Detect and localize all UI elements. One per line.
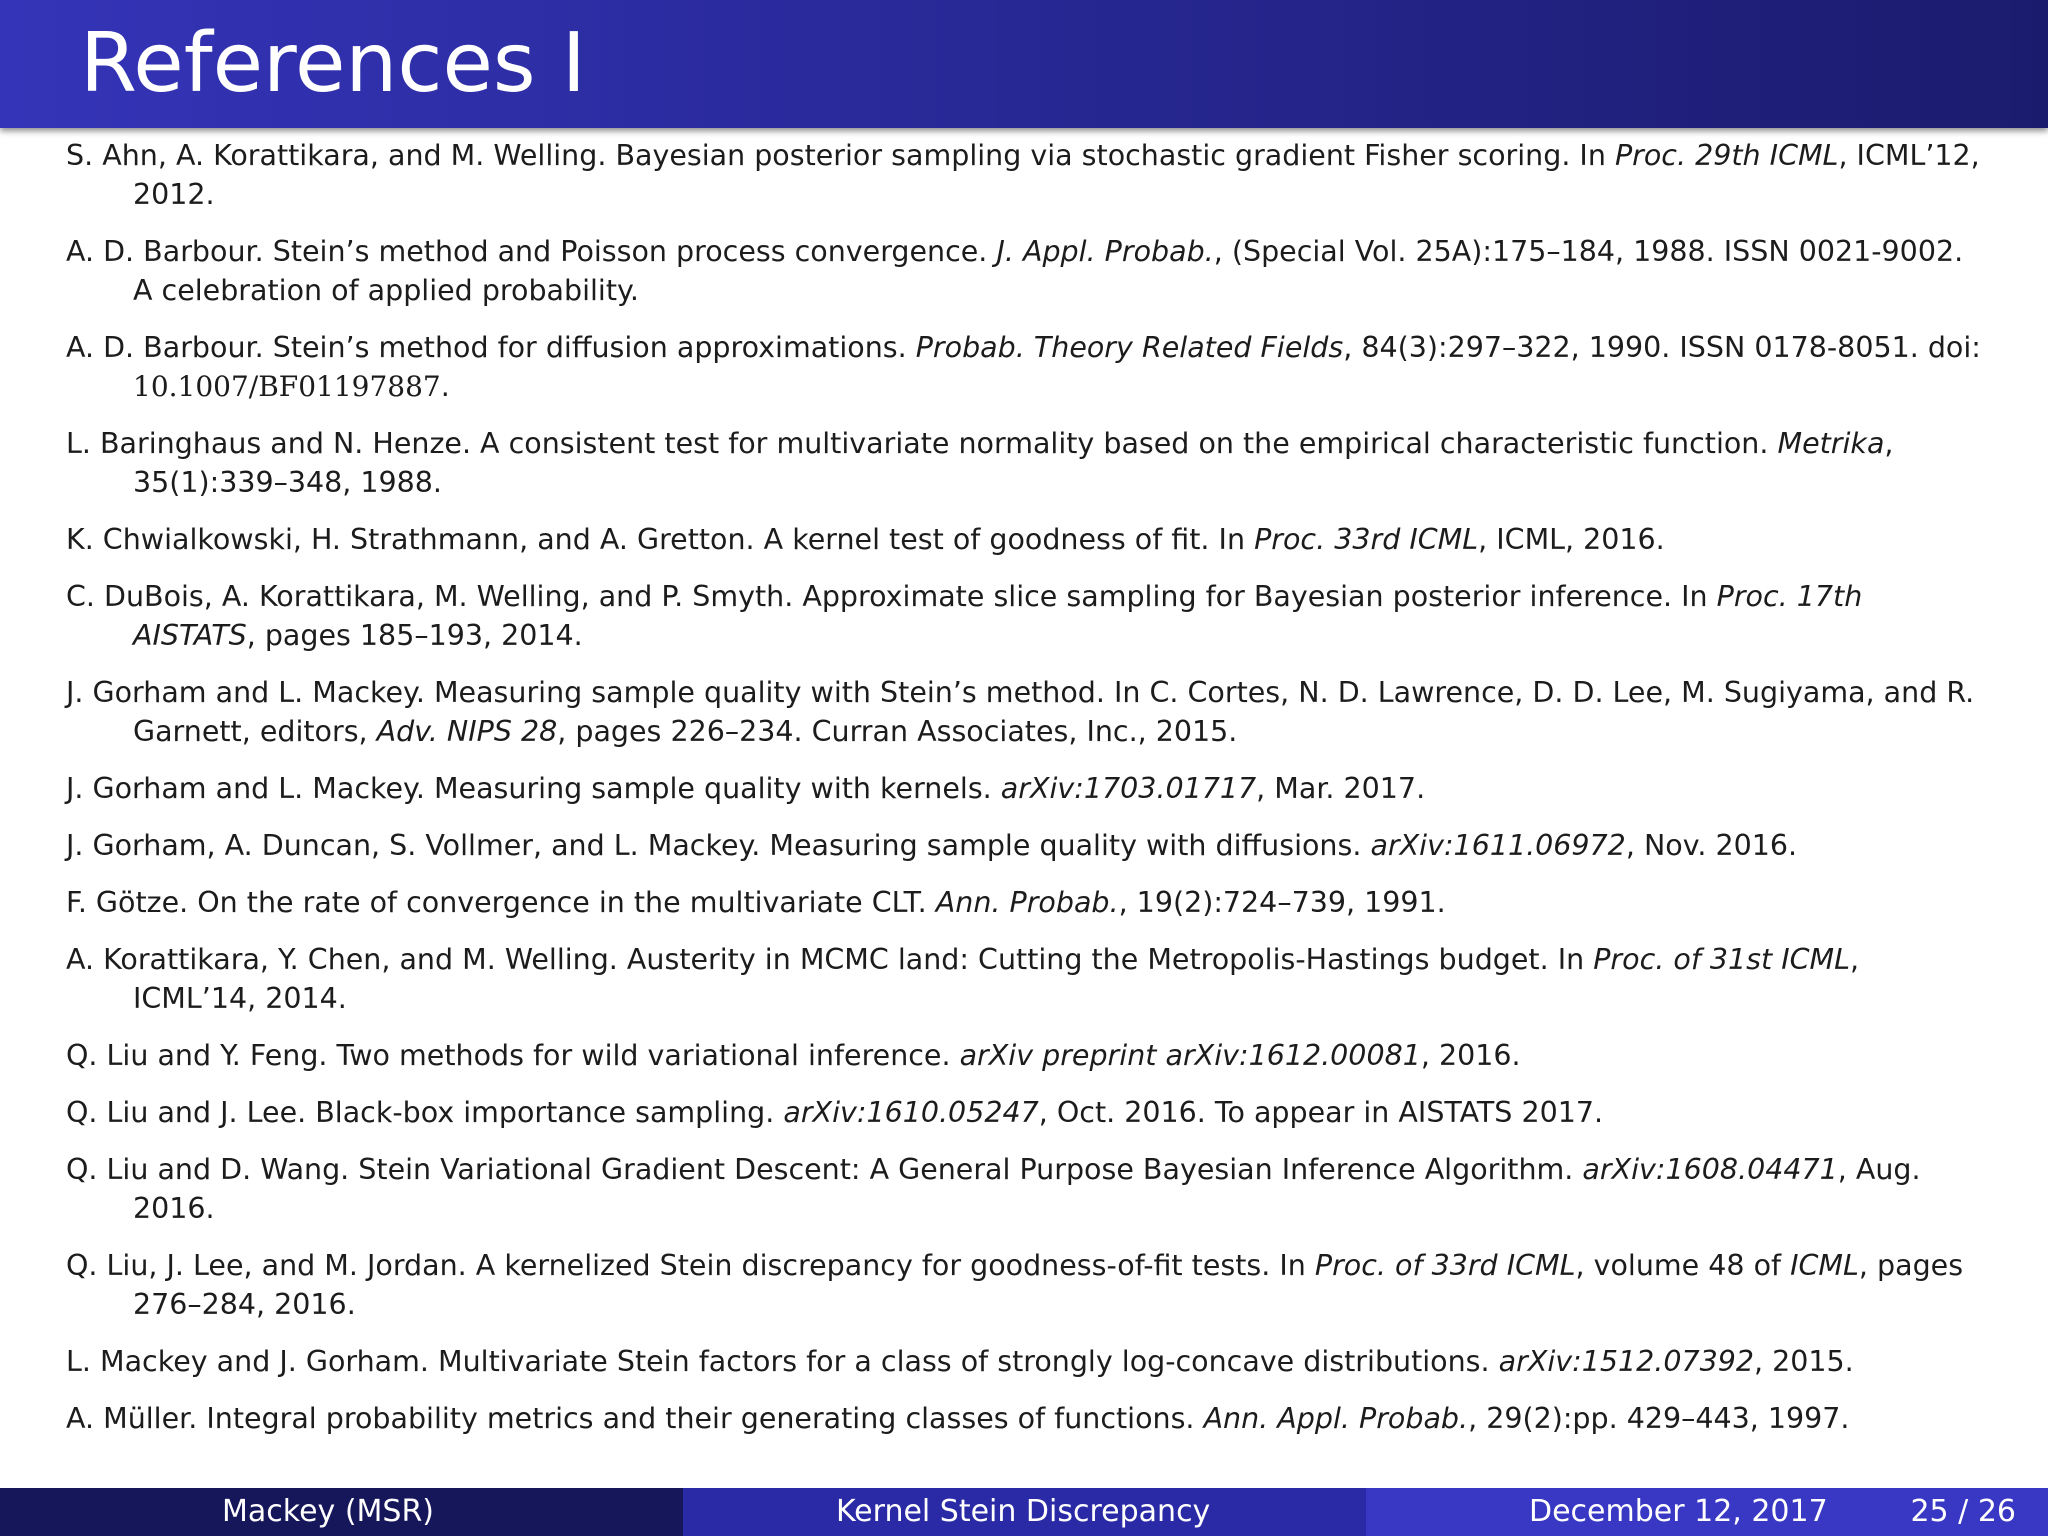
footer-title-cell: [683, 1488, 1366, 1536]
ref-authors-title: Q. Liu, J. Lee, and M. Jordan. A kernelized Stein discrepancy for goodness-of-fit tests. In: [66, 1249, 1315, 1282]
reference-item: [66, 232, 1990, 310]
ref-details: , volume 48 of: [1575, 1249, 1791, 1282]
reference-item: [66, 520, 1990, 559]
footer-author-cell: [0, 1488, 683, 1536]
ref-details: , pages 185–193, 2014.: [246, 619, 583, 652]
ref-authors-title: A. D. Barbour. Stein’s method and Poisson process convergence.: [66, 235, 997, 268]
ref-details: , (Special Vol. 25A):175–184, 1988. ISSN 0021-9002. A celebration of applied probability.: [133, 235, 1964, 307]
ref-details: , ICML’12, 2012.: [133, 139, 1980, 211]
ref-venue: ICML: [1790, 1249, 1859, 1282]
ref-tail: .: [440, 370, 450, 403]
ref-details: , Mar. 2017.: [1256, 772, 1426, 805]
ref-details: , ICML’14, 2014.: [133, 943, 1860, 1015]
footer-date-cell: [1366, 1488, 2048, 1536]
reference-item: [66, 883, 1990, 922]
ref-authors-title: Q. Liu and D. Wang. Stein Variational Gradient Descent: A General Purpose Bayesian Inference Algorithm.: [66, 1153, 1583, 1186]
ref-authors-title: A. D. Barbour. Stein’s method for diffusion approximations.: [66, 331, 916, 364]
ref-details: , Nov. 2016.: [1625, 829, 1798, 862]
ref-venue: arXiv:1512.07392: [1498, 1345, 1755, 1378]
ref-venue: Probab. Theory Related Fields: [915, 331, 1344, 364]
footer-talk-title: Kernel Stein Discrepancy: [836, 1494, 1211, 1529]
reference-item: [66, 328, 1990, 406]
footer-author: Mackey (MSR): [222, 1494, 434, 1529]
ref-venue: Proc. of 31st ICML: [1593, 943, 1851, 976]
ref-venue: Metrika: [1777, 427, 1885, 460]
ref-doi-link[interactable]: 10.1007/BF01197887: [133, 370, 441, 403]
reference-item: [66, 136, 1990, 214]
reference-item: [66, 577, 1990, 655]
reference-item: [66, 1399, 1990, 1438]
ref-authors-title: J. Gorham and L. Mackey. Measuring sample quality with kernels.: [66, 772, 1001, 805]
ref-authors-title: L. Mackey and J. Gorham. Multivariate Stein factors for a class of strongly log-concave distributions.: [66, 1345, 1499, 1378]
slide-header: [0, 0, 2048, 128]
ref-authors-title: Q. Liu and Y. Feng. Two methods for wild variational inference.: [66, 1039, 960, 1072]
ref-authors-title: A. Korattikara, Y. Chen, and M. Welling. Austerity in MCMC land: Cutting the Metropolis-Hastings budget. In: [66, 943, 1594, 976]
ref-details: , Oct. 2016. To appear in AISTATS 2017.: [1038, 1096, 1604, 1129]
ref-venue: Proc. 17th AISTATS: [133, 580, 1863, 652]
reference-item: [66, 1342, 1990, 1381]
ref-details: , 29(2):pp. 429–443, 1997.: [1468, 1402, 1850, 1435]
ref-details: , pages 226–234. Curran Associates, Inc., 2015.: [557, 715, 1238, 748]
footer-page-number: 25 / 26: [1910, 1494, 2016, 1529]
slide-footer: [0, 1488, 2048, 1536]
ref-details: , ICML, 2016.: [1478, 523, 1665, 556]
reference-item: [66, 673, 1990, 751]
ref-venue: arXiv preprint arXiv:1612.00081: [959, 1039, 1421, 1072]
ref-authors-title: J. Gorham and L. Mackey. Measuring sample quality with Stein’s method. In C. Cortes, N. D. Lawrence, D. D. Lee, M. Sugiyama, and R. Garnett, editors,: [66, 676, 1975, 748]
reference-item: [66, 1093, 1990, 1132]
ref-venue: Proc. of 33rd ICML: [1314, 1249, 1576, 1282]
reference-item: [66, 940, 1990, 1018]
ref-authors-title: Q. Liu and J. Lee. Black-box importance sampling.: [66, 1096, 784, 1129]
ref-venue: Ann. Probab.: [935, 886, 1119, 919]
ref-venue: arXiv:1611.06972: [1370, 829, 1626, 862]
ref-venue: Adv. NIPS 28: [376, 715, 558, 748]
reference-item: [66, 1036, 1990, 1075]
ref-authors-title: J. Gorham, A. Duncan, S. Vollmer, and L. Mackey. Measuring sample quality with diffusions.: [66, 829, 1371, 862]
ref-details: , 2015.: [1754, 1345, 1854, 1378]
ref-details: , 35(1):339–348, 1988.: [133, 427, 1894, 499]
ref-venue: arXiv:1608.04471: [1582, 1153, 1838, 1186]
ref-details: , Aug. 2016.: [133, 1153, 1921, 1225]
ref-authors-title: A. Müller. Integral probability metrics and their generating classes of functions.: [66, 1402, 1204, 1435]
reference-item: [66, 424, 1990, 502]
reference-item: [66, 1150, 1990, 1228]
ref-venue: Ann. Appl. Probab.: [1203, 1402, 1469, 1435]
ref-authors-title: S. Ahn, A. Korattikara, and M. Welling. Bayesian posterior sampling via stochastic gradient Fisher scoring. In: [66, 139, 1615, 172]
ref-authors-title: L. Baringhaus and N. Henze. A consistent test for multivariate normality based on the empirical characteristic function.: [66, 427, 1778, 460]
reference-item: [66, 826, 1990, 865]
ref-authors-title: C. DuBois, A. Korattikara, M. Welling, and P. Smyth. Approximate slice sampling for Bayesian posterior inference. In: [66, 580, 1717, 613]
ref-venue: J. Appl. Probab.: [996, 235, 1214, 268]
slide-title: References I: [80, 16, 586, 111]
ref-venue: Proc. 29th ICML: [1614, 139, 1839, 172]
ref-authors-title: K. Chwialkowski, H. Strathmann, and A. Gretton. A kernel test of goodness of fit. In: [66, 523, 1255, 556]
footer-date: December 12, 2017: [1529, 1494, 1828, 1529]
ref-details: , 84(3):297–322, 1990. ISSN 0178-8051. doi:: [1343, 331, 1981, 364]
references-list: [66, 136, 1990, 1456]
ref-venue: Proc. 33rd ICML: [1254, 523, 1479, 556]
ref-details: , 2016.: [1420, 1039, 1521, 1072]
ref-venue: arXiv:1703.01717: [1000, 772, 1257, 805]
ref-details: , pages 276–284, 2016.: [133, 1249, 1964, 1321]
reference-item: [66, 1246, 1990, 1324]
ref-authors-title: F. Götze. On the rate of convergence in the multivariate CLT.: [66, 886, 936, 919]
ref-details: , 19(2):724–739, 1991.: [1118, 886, 1446, 919]
ref-venue: arXiv:1610.05247: [783, 1096, 1039, 1129]
reference-item: [66, 769, 1990, 808]
